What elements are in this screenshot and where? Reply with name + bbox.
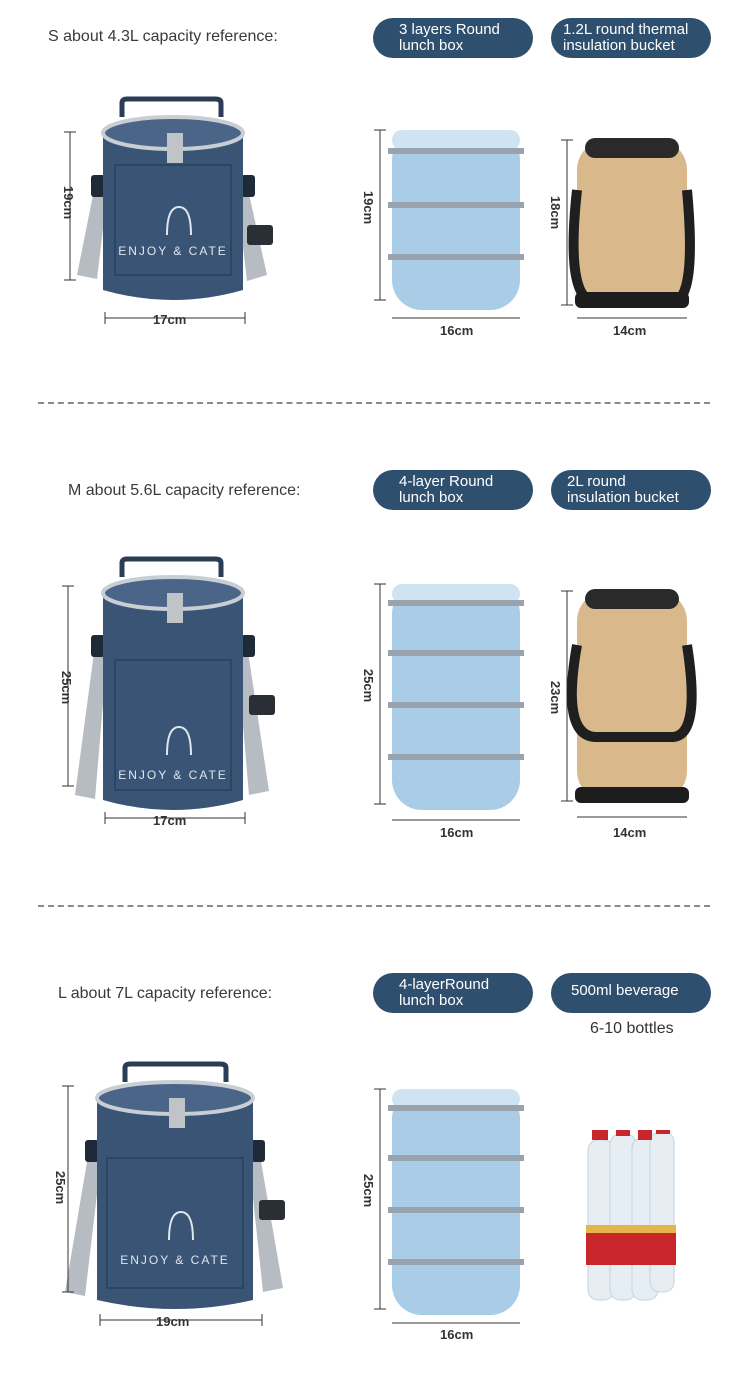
bag-width-label-large: 19cm (156, 1314, 190, 1329)
bag-height-label-medium: 25cm (59, 670, 75, 705)
bag-width-label-medium: 17cm (153, 813, 187, 828)
lunchbox-width-label-large: 16cm (440, 1327, 474, 1342)
lunchbox-image-small (370, 120, 540, 320)
bottles-note: 6-10 bottles (590, 1020, 674, 1037)
lunchbox-height-label-medium: 25cm (361, 668, 377, 703)
bag-dimensions-small (40, 120, 260, 340)
bag-dimensions-medium (40, 580, 260, 830)
section-large (0, 955, 749, 1383)
pill-lunchbox-large: 4-layerRound lunch box (373, 973, 533, 1013)
lunchbox-width-label-small: 16cm (440, 323, 474, 338)
section-small (0, 0, 749, 460)
bag-height-label-small: 19cm (61, 185, 77, 220)
thermos-height-label-medium: 23cm (548, 680, 564, 715)
capacity-label-medium: M about 5.6L capacity reference: (68, 482, 301, 499)
bag-height-label-large: 25cm (53, 1170, 69, 1205)
pill-lunchbox-medium: 4-layer Round lunch box (373, 470, 533, 510)
divider-2 (38, 905, 710, 907)
pill-lunchbox-small: 3 layers Round lunch box (373, 18, 533, 58)
bag-width-label-small: 17cm (153, 312, 187, 327)
thermos-height-label-small: 18cm (548, 195, 564, 230)
pill-bucket-medium: 2L round insulation bucket (551, 470, 711, 510)
capacity-label-small: S about 4.3L capacity reference: (48, 28, 278, 45)
thermos-width-label-small: 14cm (613, 323, 647, 338)
lunchbox-width-label-medium: 16cm (440, 825, 474, 840)
lunchbox-image-medium (370, 578, 540, 828)
bag-brand-large: ENJOY & CATE (120, 1253, 230, 1267)
bag-brand-medium: ENJOY & CATE (118, 768, 228, 782)
thermos-width-label-medium: 14cm (613, 825, 647, 840)
pill-bucket-small: 1.2L round thermal insulation bucket (551, 18, 711, 58)
lunchbox-height-label-small: 19cm (361, 190, 377, 225)
section-medium (0, 450, 749, 910)
lunchbox-image-large (370, 1083, 540, 1333)
lunchbox-height-label-large: 25cm (361, 1173, 377, 1208)
bottles-image (580, 1130, 680, 1310)
thermos-image-small (555, 130, 705, 320)
bag-brand-small: ENJOY & CATE (118, 244, 228, 258)
pill-beverage-large: 500ml beverage (551, 973, 711, 1013)
divider-1 (38, 402, 710, 404)
bag-dimensions-large (40, 1080, 270, 1330)
capacity-label-large: L about 7L capacity reference: (58, 985, 273, 1002)
thermos-image-medium (555, 585, 705, 825)
